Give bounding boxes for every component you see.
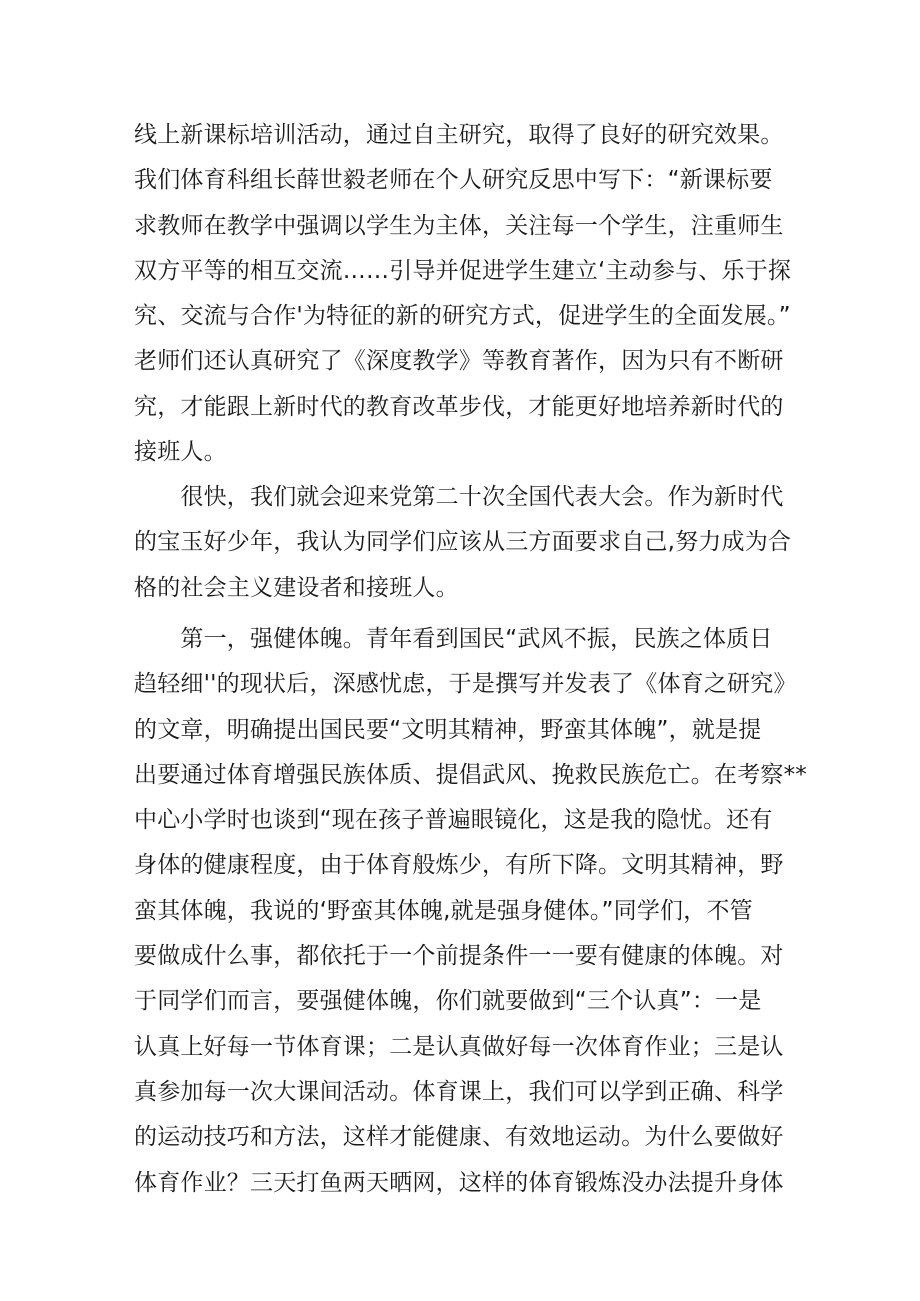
- text-line: 要做成什么事，都依托于一个前提条件一一要有健康的体魄。对: [134, 943, 784, 970]
- text-line: 求教师在教学中强调以学生为主体，关注每一个学生，注重师生: [134, 212, 784, 239]
- text-line: 于同学们而言，要强健体魄，你们就要做到“三个认真”：一是: [134, 988, 762, 1015]
- text-line: 第一，强健体魄。青年看到国民“武风不振，民族之体质日: [134, 626, 773, 652]
- text-line: 的运动技巧和方法，这样才能健康、有效地运动。为什么要做好: [134, 1124, 784, 1151]
- text-line: 我们体育科组长薛世毅老师在个人研究反思中写下：“新课标要: [134, 167, 773, 194]
- text-line: 的文章，明确提出国民要“文明其精神，野蛮其体魄”，就是提: [134, 716, 762, 743]
- paragraph-congress-intro: [134, 475, 794, 611]
- text-line: 格的社会主义建设者和接班人。: [134, 574, 459, 601]
- text-line: 线上新课标培训活动，通过自主研究，取得了良好的研究效果。: [134, 122, 784, 148]
- text-line: 究，才能跟上新时代的教育改革步伐，才能更好地培养新时代的: [134, 393, 784, 420]
- paragraph-strong-physique: [134, 617, 807, 1206]
- text-line: 很快，我们就会迎来党第二十次全国代表大会。作为新时代: [134, 484, 784, 510]
- text-line: 趋轻细''的现状后，深感忧虑，于是撰写并发表了《体育之研究》: [134, 671, 797, 698]
- text-line: 身体的健康程度，由于体育般炼少，有所下降。文明其精神，野: [134, 852, 784, 879]
- text-line: 接班人。: [134, 439, 227, 466]
- text-line: 中心小学时也谈到“现在孩子普遍眼镜化，这是我的隐忧。还有: [134, 807, 773, 834]
- text-line: 出要通过体育增强民族体质、提倡武风、挽救民族危亡。在考察**: [134, 761, 807, 788]
- text-line: 体育作业？三天打鱼两天晒网，这样的体育锻炼没办法提升身体: [134, 1169, 784, 1196]
- text-line: 双方平等的相互交流……引导并促进学生建立‘主动参与、乐于探: [134, 257, 792, 284]
- text-line: 的宝玉好少年，我认为同学们应该从三方面要求自己,努力成为合: [134, 529, 792, 556]
- text-line: 认真上好每一节体育课；二是认真做好每一次体育作业；三是认: [134, 1033, 784, 1060]
- text-line: 究、交流与合作'为特征的新的研究方式，促进学生的全面发展。”: [134, 303, 791, 330]
- text-line: 真参加每一次大课间活动。体育课上，我们可以学到正确、科学: [134, 1078, 784, 1105]
- text-line: 蛮其体魄，我说的‘野蛮其体魄,就是强身健体。”同学们，不管: [134, 897, 753, 924]
- paragraph-research-reflection: [134, 113, 794, 475]
- text-line: 老师们还认真研究了《深度教学》等教育著作，因为只有不断研: [134, 348, 784, 375]
